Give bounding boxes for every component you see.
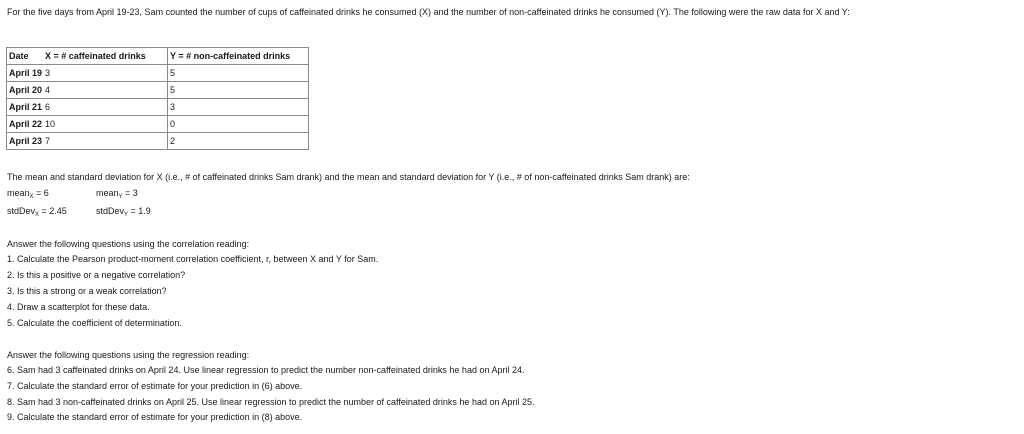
question-9: 9. Calculate the standard error of estimate for your prediction in (8) above. xyxy=(7,412,303,422)
stddev-label: stdDev xyxy=(7,206,36,216)
table-header-row xyxy=(7,48,309,65)
correlation-heading: Answer the following questions using the correlation reading: xyxy=(7,239,250,249)
table-row xyxy=(7,133,309,150)
mean-label: mean xyxy=(7,188,30,198)
y-cell: 5 xyxy=(168,65,309,82)
x-cell: 6 xyxy=(45,99,168,116)
x-cell: 10 xyxy=(45,116,168,133)
table-row xyxy=(7,99,309,116)
x-cell: 4 xyxy=(45,82,168,99)
intro-text: For the five days from April 19-23, Sam counted the number of cups of caffeinated drinks he consumed (X) and the number of non-caffeinated drinks he consumed (Y). The following were the raw data for X and Y: xyxy=(7,7,850,17)
x-subscript: X xyxy=(35,212,40,218)
x-cell: 7 xyxy=(45,133,168,150)
y-header: Y = # non-caffeinated drinks xyxy=(168,48,309,65)
table-row xyxy=(7,116,309,133)
stddev-row xyxy=(7,206,151,218)
table-row xyxy=(7,82,309,99)
x-subscript: X xyxy=(29,194,34,200)
mean-y-value: = 3 xyxy=(122,188,138,198)
y-subscript: Y xyxy=(118,194,123,200)
date-cell: April 22 xyxy=(7,116,46,133)
std-y xyxy=(96,206,151,218)
question-8: 8. Sam had 3 non-caffeinated drinks on April 25. Use linear regression to predict the number of caffeinated drinks he had on April 25. xyxy=(7,397,535,407)
question-1: 1. Calculate the Pearson product-moment correlation coefficient, r, between X and Y for Sam. xyxy=(7,254,379,264)
mean-row xyxy=(7,188,138,200)
mean-x xyxy=(7,188,96,200)
y-cell: 0 xyxy=(168,116,309,133)
question-4: 4. Draw a scatterplot for these data. xyxy=(7,302,150,312)
question-7: 7. Calculate the standard error of estimate for your prediction in (6) above. xyxy=(7,381,303,391)
question-3: 3. Is this a strong or a weak correlation? xyxy=(7,286,167,296)
mean-label: mean xyxy=(96,188,119,198)
x-header: X = # caffeinated drinks xyxy=(45,48,168,65)
y-cell: 2 xyxy=(168,133,309,150)
stddev-label: stdDev xyxy=(96,206,125,216)
y-cell: 5 xyxy=(168,82,309,99)
std-x xyxy=(7,206,96,218)
date-cell: April 21 xyxy=(7,99,46,116)
date-cell: April 19 xyxy=(7,65,46,82)
x-cell: 3 xyxy=(45,65,168,82)
y-subscript: Y xyxy=(124,212,129,218)
regression-heading: Answer the following questions using the regression reading: xyxy=(7,350,250,360)
table-row xyxy=(7,65,309,82)
std-y-value: = 1.9 xyxy=(128,206,151,216)
std-x-value: = 2.45 xyxy=(39,206,67,216)
mean-y xyxy=(96,188,138,200)
y-cell: 3 xyxy=(168,99,309,116)
date-header: Date xyxy=(7,48,46,65)
date-cell: April 23 xyxy=(7,133,46,150)
mean-x-value: = 6 xyxy=(33,188,49,198)
question-6: 6. Sam had 3 caffeinated drinks on April 24. Use linear regression to predict the number non-caffeinated drinks he had on April 24. xyxy=(7,365,525,375)
stats-intro: The mean and standard deviation for X (i.e., # of caffeinated drinks Sam drank) and the mean and standard deviation for Y (i.e., # of non-caffeinated drinks Sam drank) are: xyxy=(7,172,690,182)
question-2: 2. Is this a positive or a negative correlation? xyxy=(7,270,186,280)
question-5: 5. Calculate the coefficient of determination. xyxy=(7,318,182,328)
date-cell: April 20 xyxy=(7,82,46,99)
raw-data-table xyxy=(6,47,309,150)
